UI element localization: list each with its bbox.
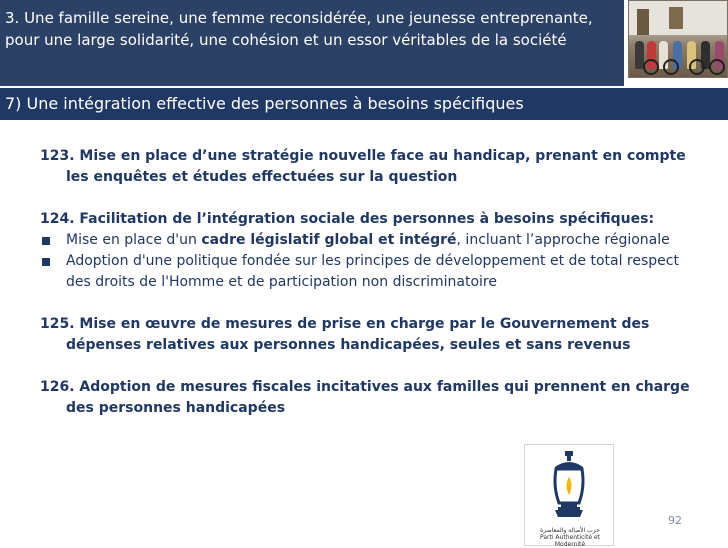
bullet-item	[40, 230, 690, 251]
square-bullet-icon	[42, 258, 50, 266]
slide-content	[40, 146, 690, 440]
item-124	[40, 209, 690, 293]
party-logo	[524, 444, 614, 546]
section-header	[0, 88, 728, 120]
section-title: 7) Une intégration effective des personnes à besoins spécifiques	[5, 94, 524, 113]
page-number: 92	[668, 514, 682, 527]
item-123	[40, 146, 690, 188]
slide-title: 3. Une famille sereine, une femme reconsidérée, une jeunesse entreprenante, pour une large solidarité, une cohésion et un essor véritables de la société	[5, 9, 593, 49]
bullet-text: Mise en place d'un cadre législatif global et intégré, incluant l’approche régionale	[66, 232, 670, 248]
logo-caption: حزب الأصالة والمعاصرة Parti Authenticité et Modernité	[540, 527, 600, 548]
square-bullet-icon	[42, 237, 50, 245]
bullet-text: Adoption d'une politique fondée sur les principes de développement et de total respect des droits de l'Homme et de participation non discriminatoire	[66, 253, 679, 290]
item-heading: 126. Adoption de mesures fiscales incitatives aux familles qui prennent en charge des personnes handicapées	[40, 379, 690, 416]
bullet-item	[40, 251, 690, 293]
bullet-emphasis: cadre législatif global et intégré	[201, 232, 457, 248]
slide-header	[0, 0, 624, 88]
header-photo	[628, 0, 728, 78]
item-heading: 125. Mise en œuvre de mesures de prise en charge par le Gouvernement des dépenses relatives aux personnes handicapées, seules et sans revenus	[40, 316, 650, 353]
item-125	[40, 314, 690, 356]
item-heading: 123. Mise en place d’une stratégie nouvelle face au handicap, prenant en compte les enquêtes et études effectuées sur la question	[40, 148, 686, 185]
lamp-icon	[525, 445, 613, 525]
item-heading: 124. Facilitation de l’intégration sociale des personnes à besoins spécifiques:	[40, 211, 655, 227]
item-126	[40, 377, 690, 419]
